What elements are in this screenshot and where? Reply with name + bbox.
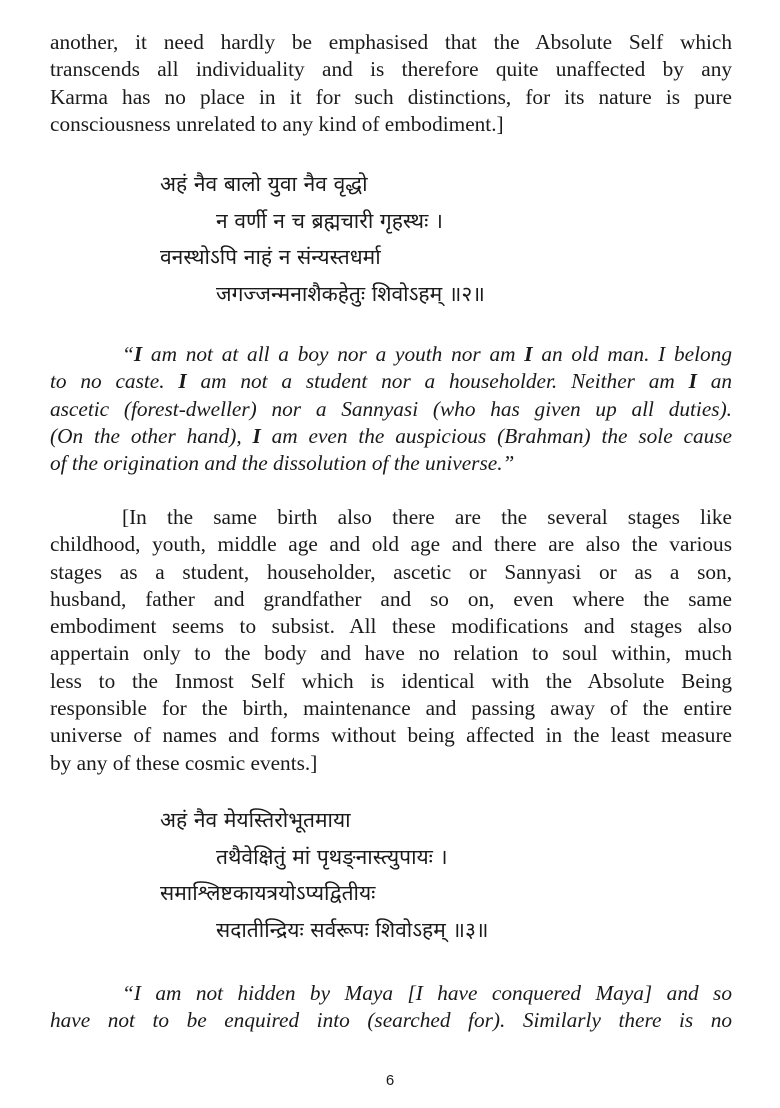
- bold-pronoun: I: [178, 369, 187, 394]
- verse-line: जगज्जन्मनाशैकहेतुः शिवोऽहम् ॥२॥: [216, 281, 485, 306]
- text-line: [50, 423, 732, 450]
- text-line: [50, 368, 732, 395]
- text-segment: of the origination and the dissolution of the universe.”: [50, 451, 515, 476]
- text-segment: am even the auspicious (Brahman) the sole cause: [260, 423, 732, 448]
- text-line: [50, 341, 732, 368]
- bold-pronoun: I: [688, 369, 697, 394]
- text-segment: ascetic (forest-dweller) nor a Sannyasi (who has given up all duties).: [50, 396, 732, 421]
- text-line: by any of these cosmic events.]: [50, 750, 318, 775]
- bold-pronoun: I: [524, 342, 533, 366]
- text-line: [50, 450, 732, 477]
- bold-pronoun: I: [133, 342, 143, 366]
- verse-line: अहं नैव मेयस्तिरोभूतमाया: [160, 808, 351, 832]
- verse-line: अहं नैव बालो युवा नैव वृद्धो: [160, 172, 368, 196]
- text-line: embodiment seems to subsist. All these modifications and stages also: [50, 614, 732, 639]
- verse-line: न वर्णी न च ब्रह्मचारी गृहस्थः ।: [216, 208, 443, 233]
- text-line: transcends all individuality and is therefore quite unaffected by any: [50, 57, 732, 82]
- text-segment: “: [122, 342, 134, 366]
- text-line: responsible for the birth, maintenance and passing away of the entire: [50, 696, 732, 721]
- text-line: appertain only to the body and have no relation to soul within, much: [50, 641, 732, 666]
- text-line: stages as a student, householder, ascetic or Sannyasi or as a son,: [50, 559, 732, 584]
- verse-line: समाश्लिष्टकायत्रयोऽप्यद्वितीयः: [160, 881, 376, 905]
- sanskrit-verse-3: [160, 802, 489, 948]
- text-segment: am not at all a boy nor a youth nor am: [142, 342, 525, 366]
- text-line: “I am not hidden by Maya [I have conquered Maya] and so: [122, 981, 732, 1005]
- text-segment: to no caste.: [50, 369, 179, 394]
- text-line: another, it need hardly be emphasised that the Absolute Self which: [50, 30, 732, 54]
- verse-line: तथैवेक्षितुं मां पृथङ्नास्त्युपायः ।: [216, 844, 448, 869]
- verse-line: वनस्थोऽपि नाहं न संन्यस्तधर्मा: [160, 245, 381, 269]
- text-line: [In the same birth also there are the several stages like: [122, 505, 732, 529]
- bold-pronoun: I: [252, 423, 261, 448]
- text-line: consciousness unrelated to any kind of embodiment.]: [50, 111, 504, 136]
- text-line: childhood, youth, middle age and old age and there are also the various: [50, 532, 732, 557]
- verse-line: सदातीन्द्रियः सर्वरूपः शिवोऽहम् ॥३॥: [216, 917, 489, 942]
- text-line: universe of names and forms without being affected in the least measure: [50, 723, 732, 748]
- page-number: 6: [385, 1072, 395, 1089]
- text-segment: (On the other hand),: [50, 423, 253, 448]
- text-line: [50, 396, 732, 423]
- text-line: husband, father and grandfather and so on, even where the same: [50, 586, 732, 611]
- text-segment: am not a student nor a householder. Neither am: [186, 369, 689, 394]
- text-segment: an: [696, 369, 733, 394]
- commentary-paragraph: [50, 504, 732, 777]
- text-line: Karma has no place in it for such distinctions, for its nature is pure: [50, 84, 732, 109]
- text-segment: an old man. I belong: [532, 342, 732, 366]
- verse-3-translation: [50, 980, 732, 1035]
- text-line: have not to be enquired into (searched for). Similarly there is no: [50, 1008, 732, 1033]
- sanskrit-verse-2: [160, 166, 485, 312]
- paragraph-continuation: [50, 29, 732, 138]
- verse-2-translation: [50, 341, 732, 477]
- text-line: less to the Inmost Self which is identical with the Absolute Being: [50, 668, 732, 693]
